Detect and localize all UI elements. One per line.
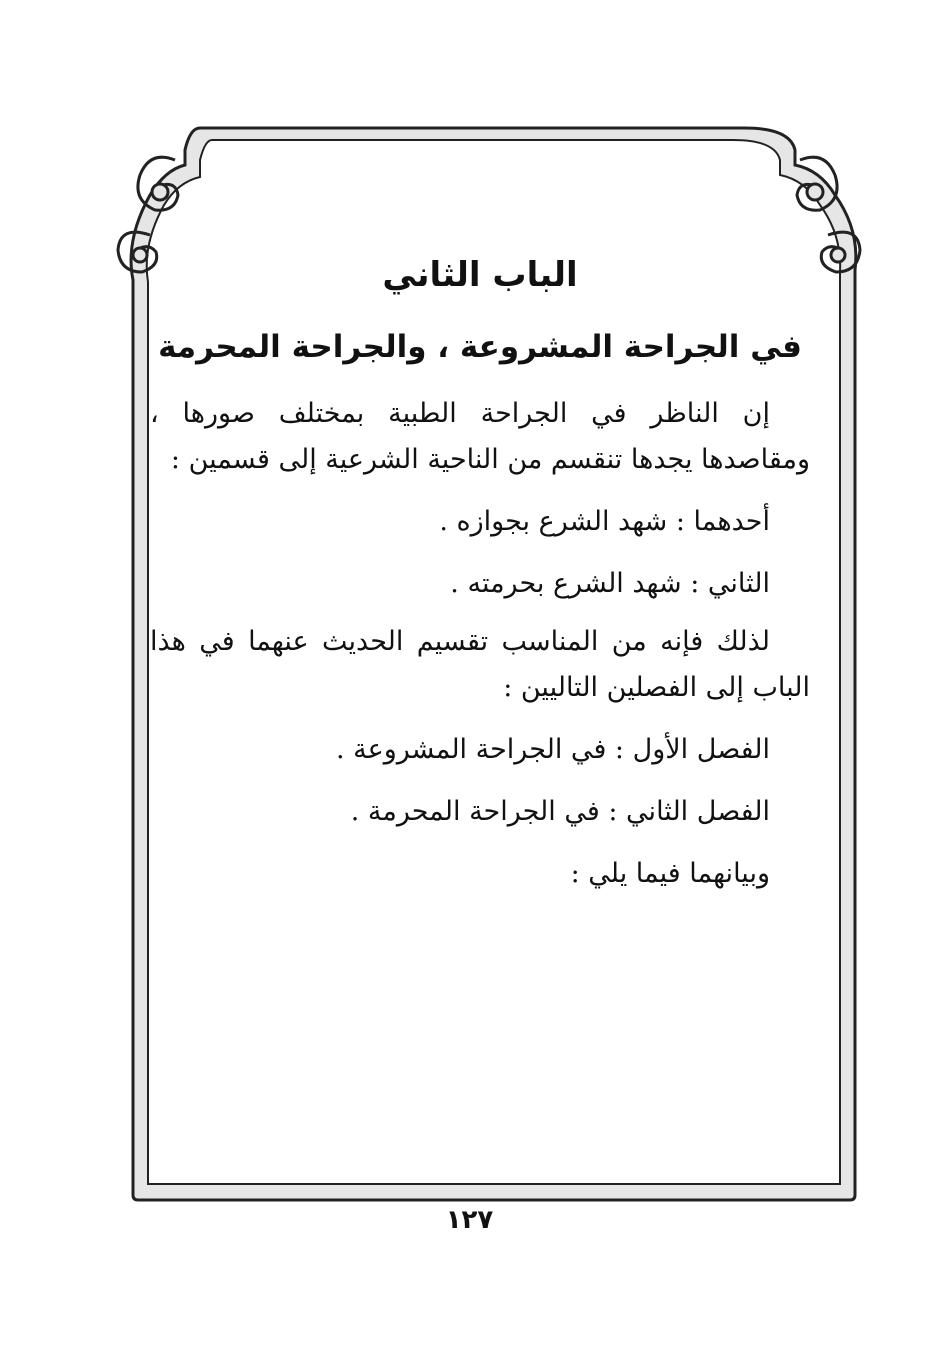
chapter-title: الباب الثاني (382, 255, 578, 295)
division-second: الثاني : شهد الشرع بحرمته . (450, 568, 770, 599)
division-first: أحدهما : شهد الشرع بجوازه . (439, 506, 770, 537)
page-body (150, 245, 810, 897)
chapter-one-line: الفصل الأول : في الجراحة المشروعة . (335, 734, 770, 765)
page-number: ١٢٧ (445, 1205, 494, 1235)
transition-paragraph: لذلك فإنه من المناسب تقسيم الحديث عنهما في هذا الباب إلى الفصلين التاليين : (150, 626, 810, 703)
closing-line: وبيانهما فيما يلي : (570, 858, 770, 889)
chapter-subtitle: في الجراحة المشروعة ، والجراحة المحرمة (158, 329, 802, 365)
intro-paragraph: إن الناظر في الجراحة الطبية بمختلف صورها ، ومقاصدها يجدها تنقسم من الناحية الشرعية إلى قسمين : (150, 398, 810, 475)
chapter-two-line: الفصل الثاني : في الجراحة المحرمة . (350, 796, 770, 827)
